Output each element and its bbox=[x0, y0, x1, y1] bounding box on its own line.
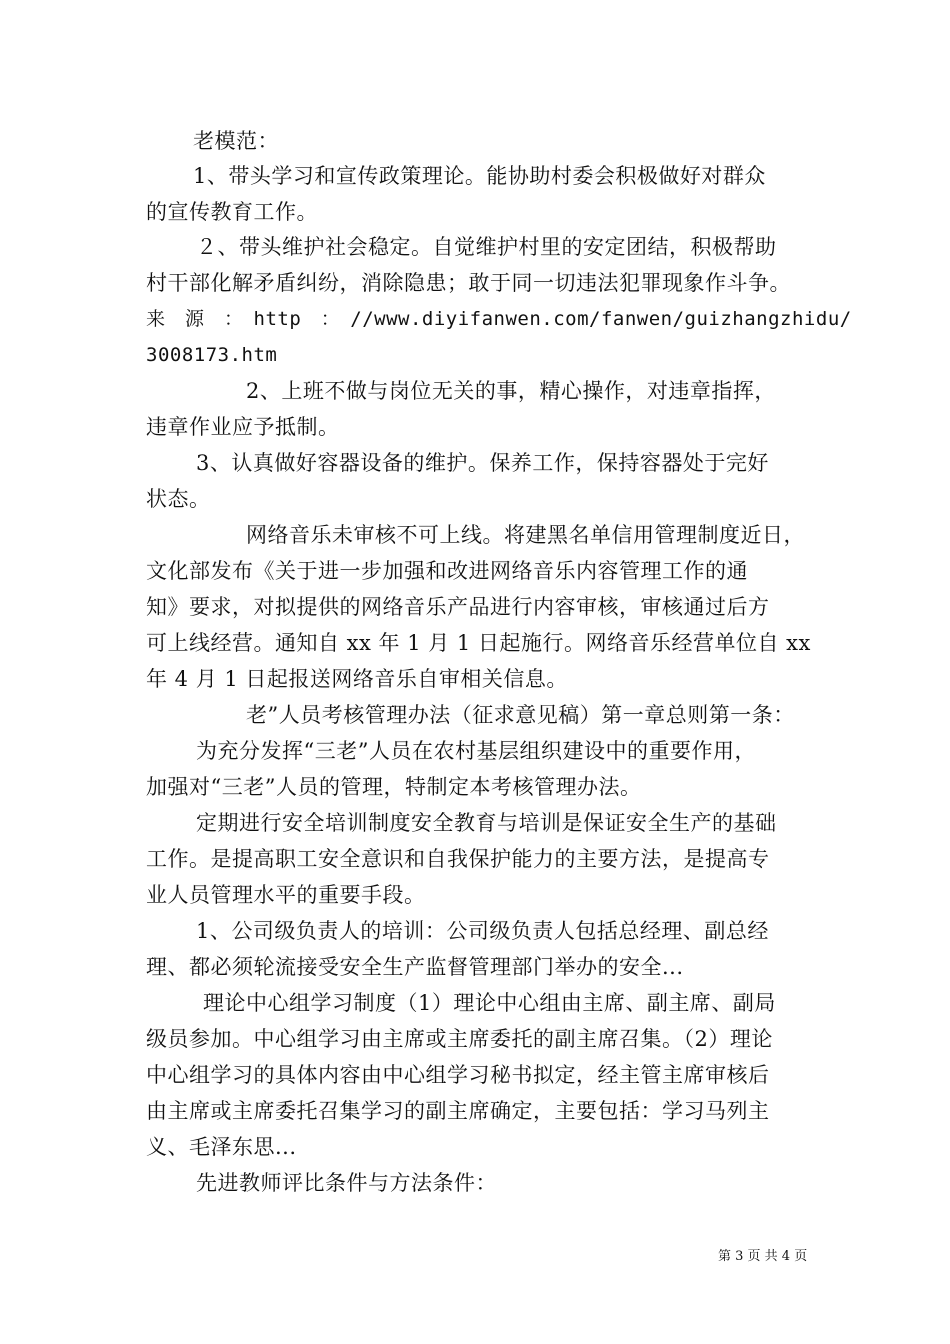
text-line: 老模范： bbox=[193, 129, 279, 153]
text-line: 1、公司级负责人的培训：公司级负责人包括总经理、副总经 bbox=[196, 919, 769, 943]
text-line: 理论中心组学习制度（1）理论中心组由主席、副主席、副局 bbox=[203, 991, 776, 1015]
text-line: ２、带头维护社会稳定。自觉维护村里的安定团结，积极帮助 bbox=[196, 235, 777, 259]
text-line: 状态。 bbox=[146, 487, 211, 511]
text-line: 2、上班不做与岗位无关的事，精心操作，对违章指挥， bbox=[246, 379, 776, 403]
text-line: 中心组学习的具体内容由中心组学习秘书拟定，经主管主席审核后 bbox=[146, 1063, 770, 1087]
source-url-line: 3008173.htm bbox=[146, 344, 278, 366]
text-line: 为充分发挥“三老”人员在农村基层组织建设中的重要作用， bbox=[196, 739, 756, 763]
text-line: 文化部发布《关于进一步加强和改进网络音乐内容管理工作的通 bbox=[146, 559, 748, 583]
text-line: 定期进行安全培训制度安全教育与培训是保证安全生产的基础 bbox=[196, 811, 777, 835]
source-url-line: 来 源 ： http ： //www.diyifanwen.com/fanwen/guizhangzhidu/ bbox=[146, 308, 852, 330]
text-line: 级员参加。中心组学习由主席或主席委托的副主席召集。（2）理论 bbox=[146, 1027, 773, 1051]
text-line: 村干部化解矛盾纠纷，消除隐患；敢于同一切违法犯罪现象作斗争。 bbox=[146, 271, 791, 295]
text-line: 1、带头学习和宣传政策理论。能协助村委会积极做好对群众 bbox=[193, 164, 766, 188]
text-line: 违章作业应予抵制。 bbox=[146, 415, 340, 439]
text-line: 年 4 月 1 日起报送网络音乐自审相关信息。 bbox=[146, 667, 568, 691]
text-line: 的宣传教育工作。 bbox=[146, 200, 318, 224]
page-number: 第 3 页 共 4 页 bbox=[718, 1249, 808, 1264]
text-line: 先进教师评比条件与方法条件： bbox=[196, 1171, 497, 1195]
text-line: 3、认真做好容器设备的维护。保养工作，保持容器处于完好 bbox=[196, 451, 769, 475]
text-line: 老”人员考核管理办法（征求意见稿）第一章总则第一条： bbox=[246, 703, 795, 727]
text-line: 可上线经营。通知自 xx 年 1 月 1 日起施行。网络音乐经营单位自 xx bbox=[146, 631, 811, 655]
text-line: 由主席或主席委托召集学习的副主席确定，主要包括：学习马列主 bbox=[146, 1099, 770, 1123]
text-line: 知》要求，对拟提供的网络音乐产品进行内容审核，审核通过后方 bbox=[146, 595, 770, 619]
text-line: 业人员管理水平的重要手段。 bbox=[146, 883, 426, 907]
text-line: 网络音乐未审核不可上线。将建黑名单信用管理制度近日， bbox=[246, 523, 805, 547]
text-line: 工作。是提高职工安全意识和自我保护能力的主要方法，是提高专 bbox=[146, 847, 770, 871]
text-line: 理、都必须轮流接受安全生产监督管理部门举办的安全... bbox=[146, 955, 684, 979]
text-line: 加强对“三老”人员的管理，特制定本考核管理办法。 bbox=[146, 775, 642, 799]
text-line: 义、毛泽东思... bbox=[146, 1135, 297, 1159]
